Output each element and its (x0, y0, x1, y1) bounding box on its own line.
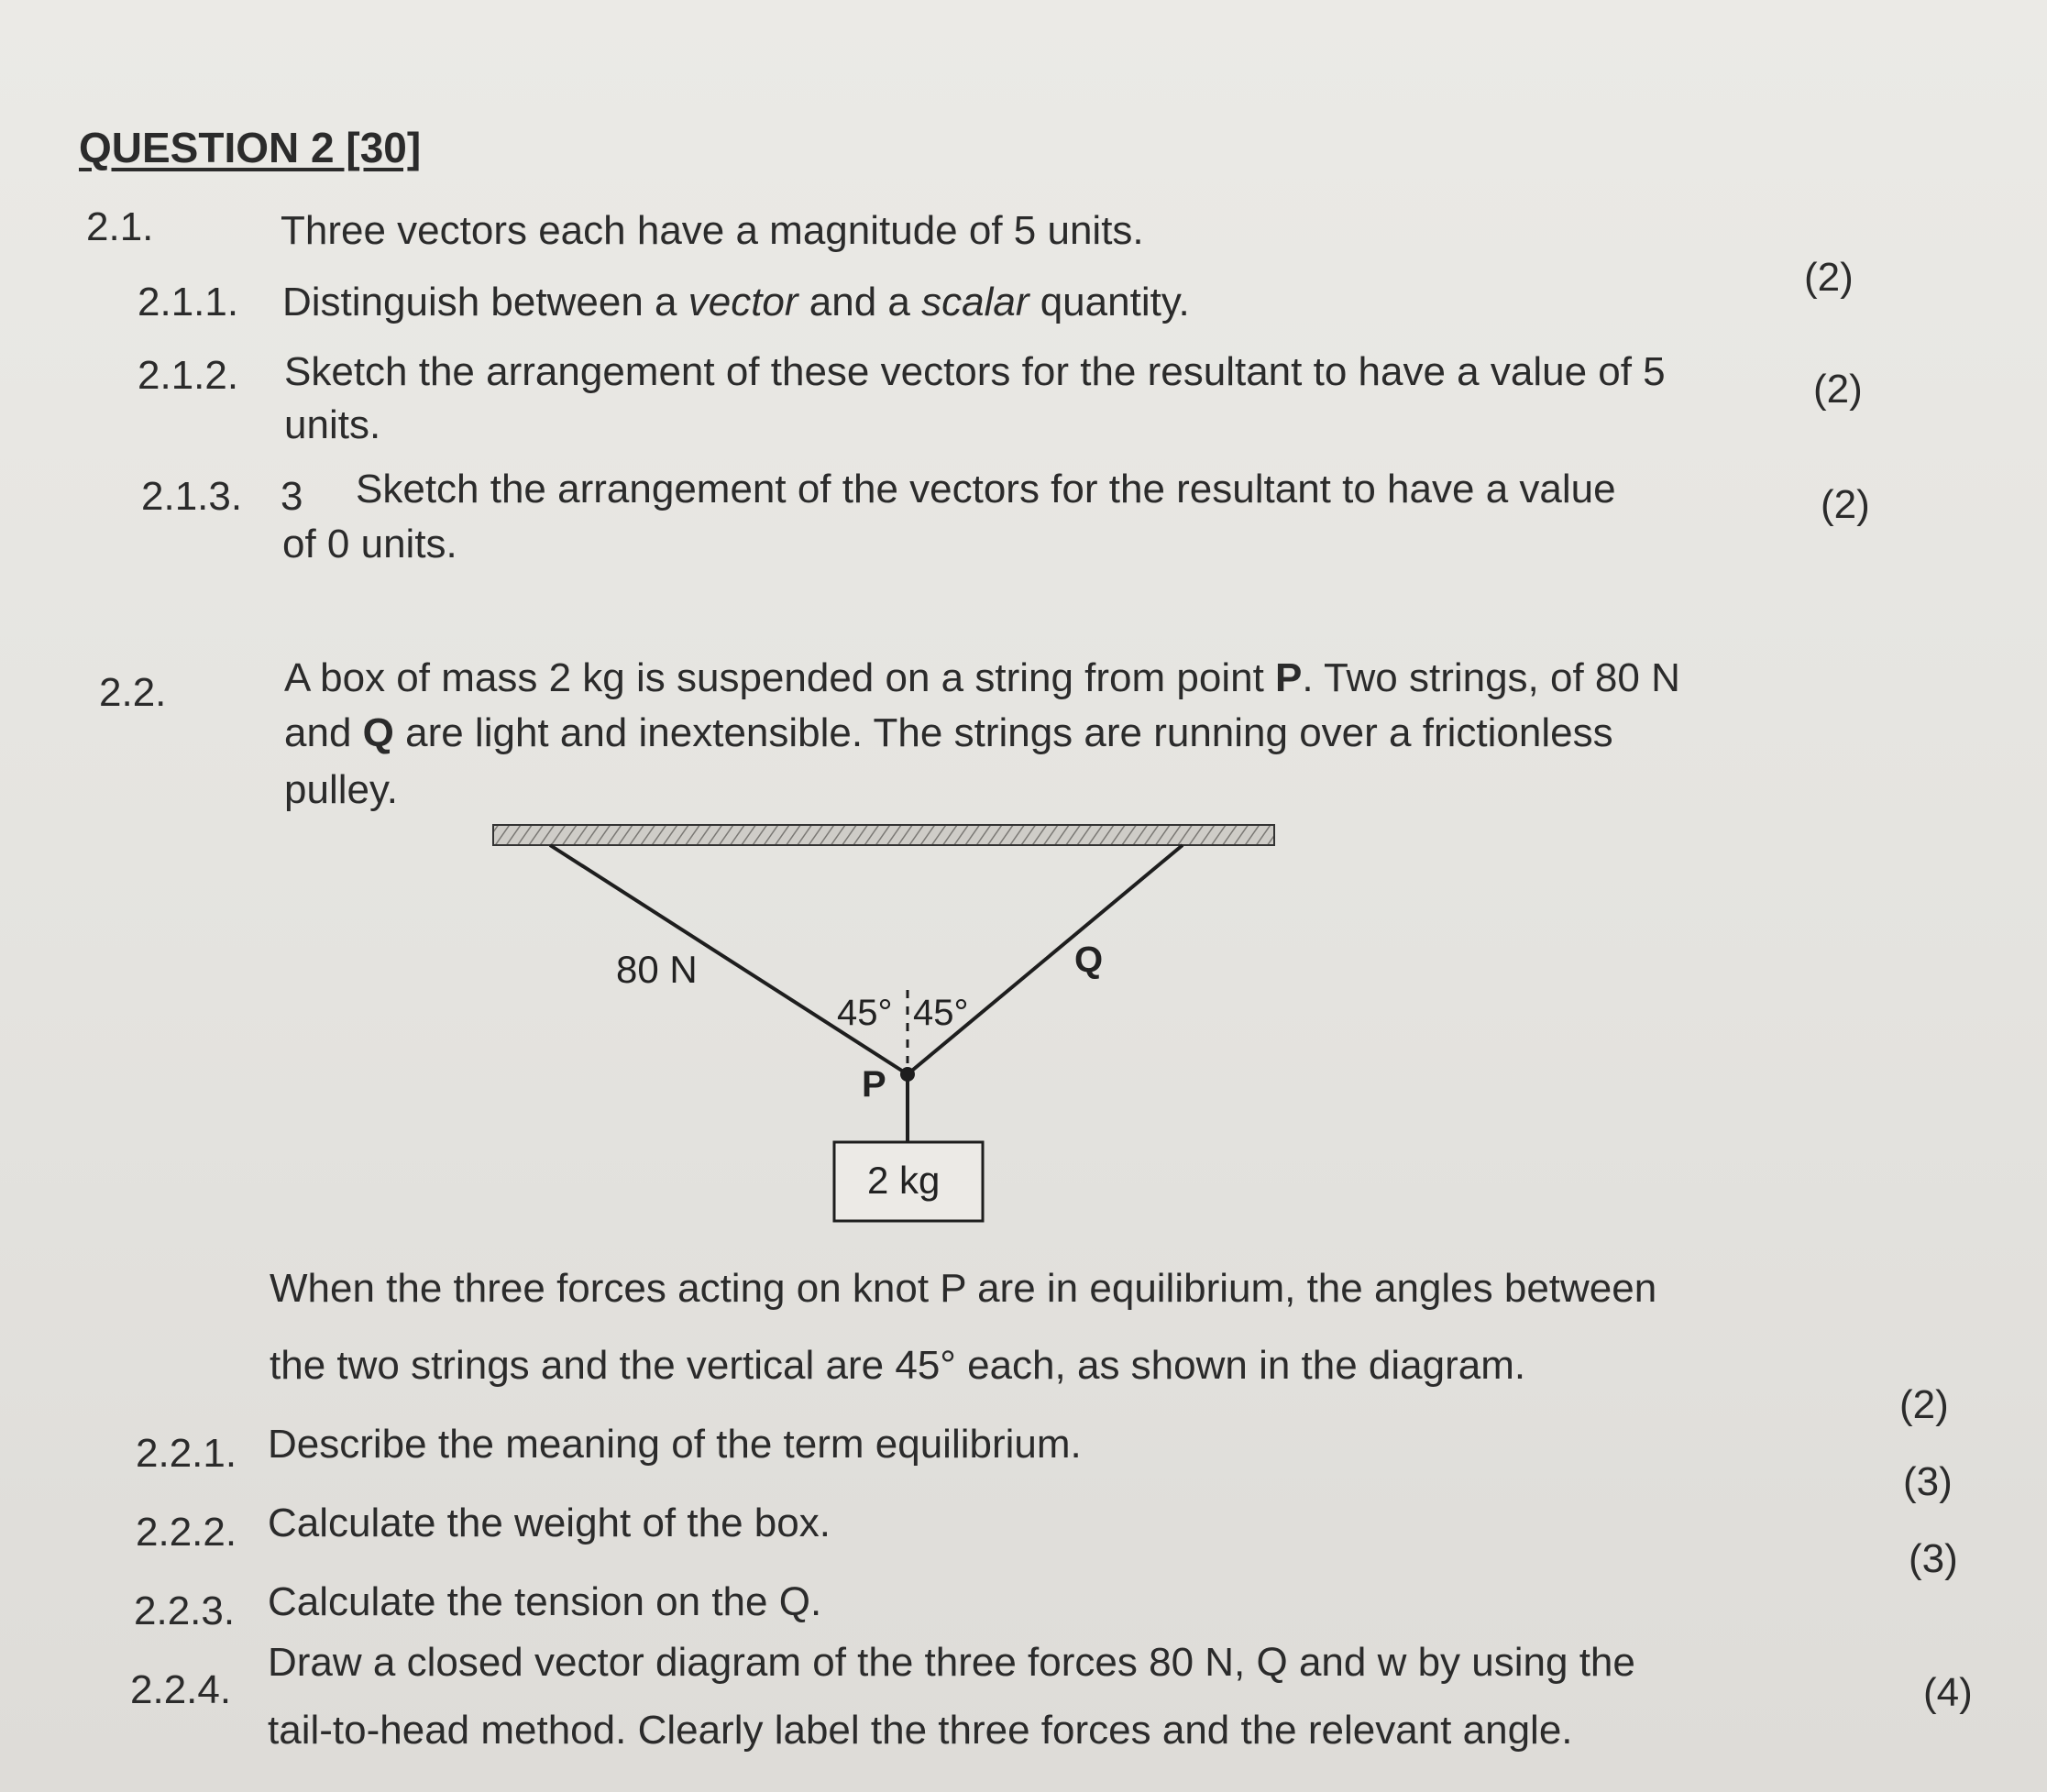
q221-text: Describe the meaning of the term equilibrium. (268, 1422, 1082, 1467)
left-force-label: 80 N (616, 948, 698, 991)
q223-text: Calculate the tension on the Q. (268, 1579, 822, 1624)
q22-equilibrium-line1: When the three forces acting on knot P are in equilibrium, the angles between (270, 1266, 1657, 1311)
q22-equilibrium-line2: the two strings and the vertical are 45° each, as shown in the diagram. (270, 1343, 1526, 1388)
q223-marks: (3) (1909, 1536, 1958, 1581)
q211-scalar-term: scalar (921, 280, 1029, 324)
q223-number: 2.2.3. (134, 1589, 236, 1633)
q22-line2-c: are light and inextensible. The strings are running over a frictionless (393, 710, 1613, 755)
q212-marks: (2) (1813, 367, 1863, 412)
q22-line1-c: . Two strings, of 80 N (1302, 655, 1680, 700)
q212-line1: Sketch the arrangement of these vectors for the resultant to have a value of 5 (284, 349, 1666, 394)
q211-text-pre: Distinguish between a (282, 280, 688, 324)
q22-line1-a: A box of mass 2 kg is suspended on a string from point (284, 655, 1276, 700)
q211-text-mid: and a (798, 280, 922, 324)
q212-line2: units. (284, 402, 381, 447)
q211-vector-term: vector (688, 280, 798, 324)
ceiling-support (493, 825, 1274, 845)
q211-text (282, 279, 1190, 327)
q211-number: 2.1.1. (138, 280, 239, 324)
q22-string-q: Q (362, 710, 394, 755)
q222-number: 2.2.2. (136, 1510, 237, 1555)
q213-line1: Sketch the arrangement of the vectors for the resultant to have a value (356, 467, 1616, 511)
q213-prefix: 3 (281, 474, 303, 519)
right-force-label: Q (1074, 940, 1104, 980)
q222-marks: (3) (1903, 1459, 1953, 1504)
q224-marks: (4) (1923, 1670, 1973, 1715)
q224-number: 2.2.4. (130, 1667, 232, 1712)
angle-left-label: 45° (837, 993, 893, 1033)
q22-para-line1 (284, 654, 1680, 703)
q213-marks: (2) (1821, 482, 1870, 527)
q21-text: Three vectors each have a magnitude of 5 units. (281, 208, 1144, 253)
q22-para-line3: pulley. (284, 767, 398, 812)
q21-number: 2.1. (86, 204, 154, 249)
q213-line2: of 0 units. (282, 522, 457, 566)
box-label: 2 kg (867, 1159, 941, 1202)
q211-marks: (2) (1804, 255, 1854, 300)
q22-point-p: P (1275, 655, 1303, 700)
knot-label: P (862, 1064, 886, 1105)
angle-right-label: 45° (913, 993, 969, 1033)
q22-para-line2 (284, 709, 1613, 758)
q224-line2: tail-to-head method. Clearly label the three forces and the relevant angle. (268, 1708, 1573, 1753)
pulley-diagram (477, 807, 1302, 1228)
q224-line1: Draw a closed vector diagram of the three forces 80 N, Q and w by using the (268, 1640, 1635, 1685)
q211-text-post: quantity. (1029, 280, 1190, 324)
right-string (908, 845, 1183, 1074)
q212-number: 2.1.2. (138, 353, 239, 398)
q213-number: 2.1.3. (141, 474, 243, 519)
q221-marks: (2) (1899, 1382, 1949, 1427)
q22-line2-a: and (284, 710, 363, 755)
q222-text: Calculate the weight of the box. (268, 1501, 831, 1545)
question-heading: QUESTION 2 [30] (79, 124, 422, 171)
left-string (550, 845, 908, 1074)
q221-number: 2.2.1. (136, 1431, 237, 1476)
q22-number: 2.2. (99, 670, 167, 715)
